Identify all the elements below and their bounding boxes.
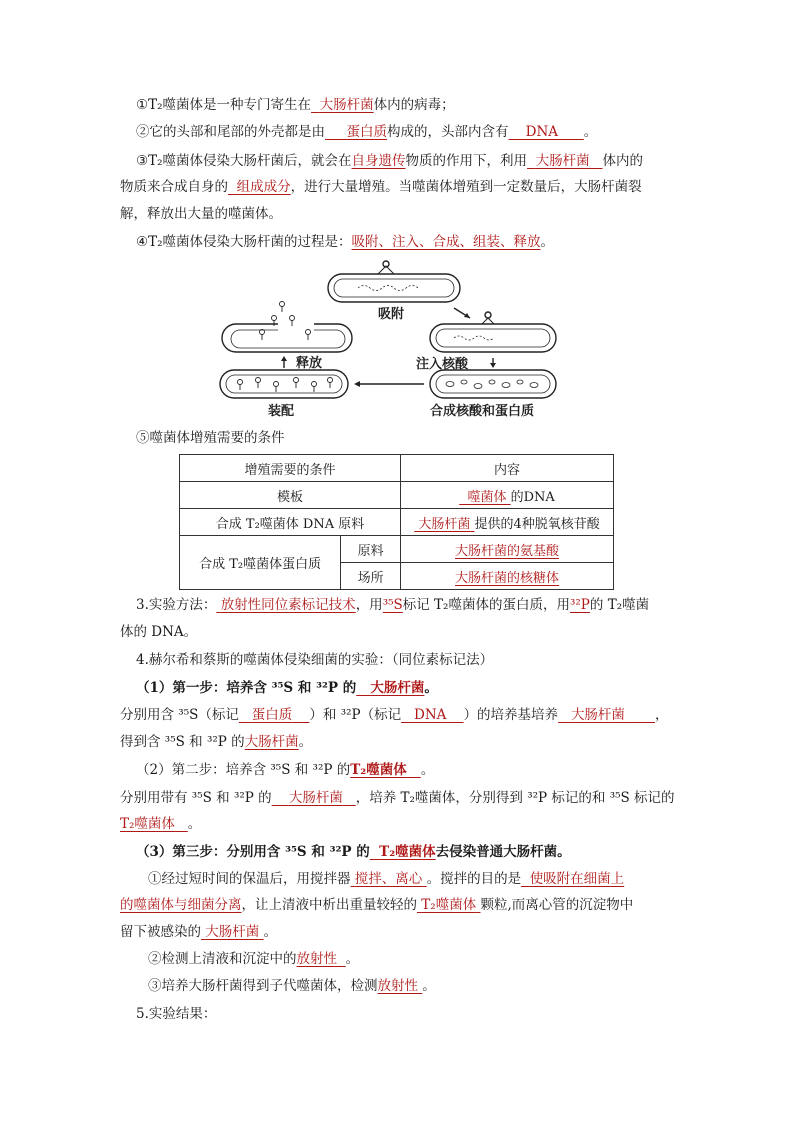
label-synthesis: 合成核酸和蛋白质 — [430, 404, 535, 419]
para-infection-3: 解，释放出大量的噬菌体。 — [120, 206, 282, 222]
step-1-body: 分别用含 ³⁵S（标记 蛋白质 ）和 ³²P（标记 DNA ）的培养基培养 大肠杆菌 ， — [120, 707, 669, 723]
label-adsorb: 吸附 — [378, 307, 405, 322]
para-method: 3.实验方法： 放射性同位素标记技术，用³⁵S标记 T₂噬菌体的蛋白质，用³²P的 T₂噬菌 — [136, 597, 650, 613]
step-3-detect: ②检测上清液和沉淀中的放射性 。 — [148, 951, 360, 967]
label-release: 释放 — [296, 356, 323, 371]
step-1-body-2: 得到含 ³⁵S 和 ³²P 的大肠杆菌。 — [120, 734, 313, 750]
section-heading: 4.赫尔希和蔡斯的噬菌体侵染细菌的实验：（同位素标记法） — [136, 652, 494, 668]
step-2-body-2: T₂噬菌体 。 — [120, 816, 202, 832]
step-3-heading: （3）第三步：分别用含 ³⁵S 和 ³²P 的 T₂噬菌体去侵染普通大肠杆菌。 — [136, 844, 571, 860]
step-2-heading: （2）第二步：培养含 ³⁵S 和 ³²P 的T₂噬菌体 。 — [136, 762, 435, 778]
label-inject: 注入核酸 — [416, 357, 469, 372]
table-row: 合成 T₂噬菌体 DNA 原料 大肠杆菌 提供的4种脱氧核苷酸 — [180, 509, 614, 536]
para-infection-2: 物质来合成自身的 组成成分，进行大量增殖。当噬菌体增殖到一定数量后，大肠杆菌裂 — [120, 179, 642, 195]
answer-blank: 自身遗传 — [351, 153, 406, 169]
label-assemble: 装配 — [268, 404, 295, 419]
table-row: 模板 噬菌体 的DNA — [180, 482, 614, 509]
para-conditions: ⑤噬菌体增殖需要的条件 — [136, 430, 285, 446]
answer-blank: 大肠杆菌 — [319, 97, 374, 113]
table-row: 场所 大肠杆菌的核糖体 — [180, 563, 614, 590]
step-3-body: ①经过短时间的保温后，用搅拌器 搅拌、离心 。搅拌的目的是 使吸附在细菌上 — [148, 871, 625, 887]
para-parasite: ①T₂噬菌体是一种专门寄生在 大肠杆菌体内的病毒； — [136, 97, 455, 113]
table-row: 增殖需要的条件 内容 — [180, 455, 614, 482]
para-structure: ②它的头部和尾部的外壳都是由 蛋白质构成的，头部内含有 DNA 。 — [136, 124, 598, 140]
conditions-table — [179, 454, 614, 590]
step-1-heading: （1）第一步：培养含 ³⁵S 和 ³²P 的 大肠杆菌。 — [136, 680, 438, 696]
step-2-body: 分别用带有 ³⁵S 和 ³²P 的 大肠杆菌 ，培养 T₂噬菌体，分别得到 ³²P 标记的和 ³⁵S 标记的 — [120, 790, 675, 806]
para-infection: ③T₂噬菌体侵染大肠杆菌后，就会在自身遗传物质的作用下，利用 大肠杆菌 体内的 — [136, 153, 643, 169]
answer-blank: 吸附、注入、合成、组装、释放 — [351, 234, 541, 250]
answer-blank: 大肠杆菌 — [535, 153, 590, 169]
table-row: 合成 T₂噬菌体蛋白质 原料 大肠杆菌的氨基酸 — [180, 536, 614, 563]
step-3-body-3: 留下被感染的 大肠杆菌 。 — [120, 924, 278, 940]
para-process: ④T₂噬菌体侵染大肠杆菌的过程是：吸附、注入、合成、组装、释放。 — [136, 234, 555, 250]
step-3-body-2: 的噬菌体与细菌分离，让上清液中析出重量较轻的 T₂噬菌体 颗粒,而离心管的沉淀物中 — [120, 897, 634, 913]
answer-blank: DNA — [525, 124, 559, 140]
answer-blank: 放射性同位素标记技术 — [220, 597, 356, 613]
step-3-culture: ③培养大肠杆菌得到子代噬菌体，检测放射性 。 — [148, 978, 436, 994]
infection-cycle-diagram — [218, 258, 558, 422]
para-method-2: 体的 DNA。 — [120, 624, 198, 640]
cell-adsorb — [328, 274, 460, 302]
answer-blank: 组成成分 — [236, 179, 291, 195]
cell-inject — [430, 324, 556, 352]
answer-blank: 蛋白质 — [346, 124, 387, 140]
results-heading: 5.实验结果： — [136, 1006, 217, 1022]
